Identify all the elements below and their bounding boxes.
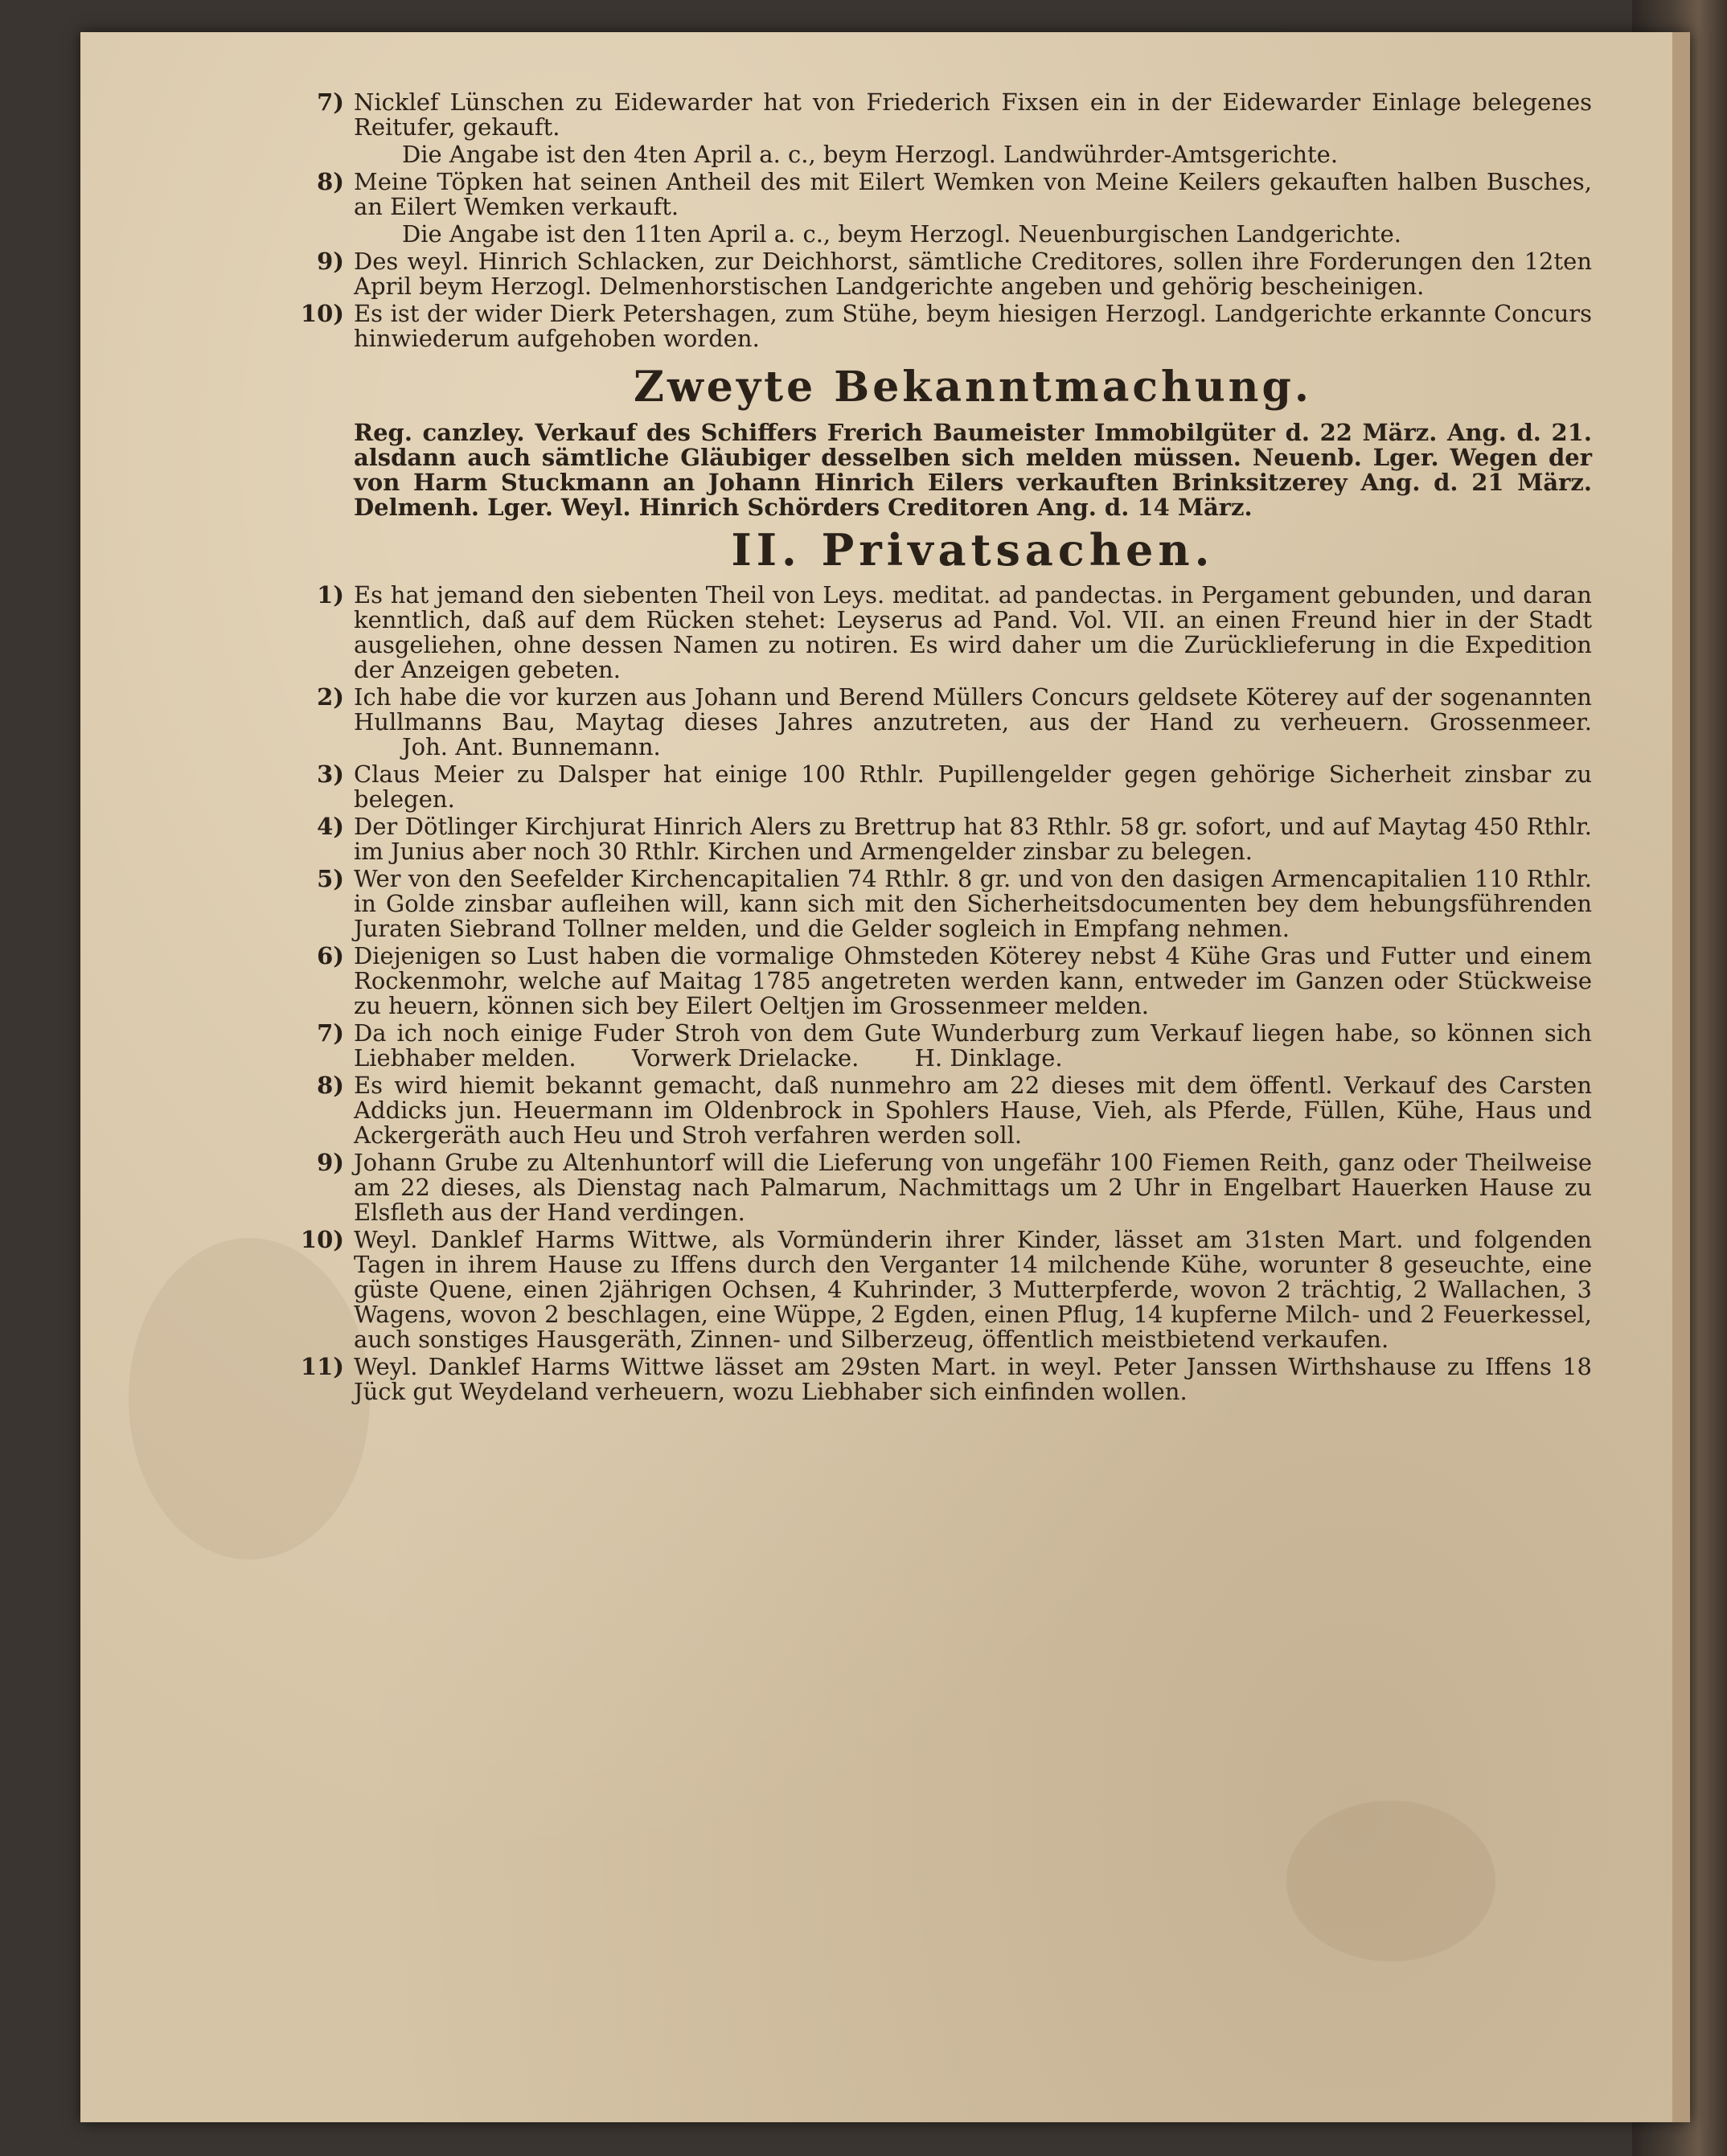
item-text: Claus Meier zu Dalsper hat einige 100 Rthlr. Pupillengelder gegen gehörige Sicherheit zinsbar zu belegen. xyxy=(354,760,1592,813)
item-text: Johann Grube zu Altenhuntorf will die Lieferung von ungefähr 100 Fiemen Reith, ganz oder Theilweise am 22 dieses, als Dienstag nach Palmarum, Nachmittags um 2 Uhr in Engelbart Hauerken Hause zu Elsfleth aus der Hand verdingen. xyxy=(354,1149,1592,1226)
private-item xyxy=(300,1226,1592,1353)
zweyte-bekanntmachung-text: Reg. canzley. Verkauf des Schiffers Frerich Baumeister Immobilgüter d. 22 März. Ang. d. 21. alsdann auch sämtliche Gläubiger desselben sich melden müssen. Neuenb. Lger. Wegen der von Harm Stuckmann an Johann Hinrich Eilers verkauften Brinksitzerey Ang. d. 21 März. Delmenh. Lger. Weyl. Hinrich Schörders Creditoren Ang. d. 14 März. xyxy=(354,419,1592,521)
private-item xyxy=(317,813,1592,865)
item-number: 9) xyxy=(317,248,344,275)
signature: H. Dinklage. xyxy=(914,1044,1063,1072)
item-text: Ich habe die vor kurzen aus Johann und Berend Müllers Concurs geldsete Köterey auf der sogenannten Hullmanns Bau, Maytag dieses Jahres anzutreten, aus der Hand zu verheuern. Grossenmeer. xyxy=(354,683,1592,736)
item-number: 3) xyxy=(317,760,344,788)
notice-note xyxy=(354,142,1592,167)
signature: Joh. Ant. Bunnemann. xyxy=(402,733,661,760)
page-content xyxy=(300,88,1592,1407)
item-text: Da ich noch einige Fuder Stroh von dem Gute Wunderburg zum Verkauf liegen habe, so können sich Liebhaber melden. xyxy=(354,1019,1592,1072)
item-text: Es wird hiemit bekannt gemacht, daß nunmehro am 22 dieses mit dem öffentl. Verkauf des Carsten Addicks jun. Heuermann im Oldenbrock in Spohlers Hause, Vieh, als Pferde, Füllen, Kühe, Haus und Ackergeräth auch Heu und Stroh verfahren werden soll. xyxy=(354,1072,1592,1149)
item-text: Es ist der wider Dierk Petershagen, zum Stühe, beym hiesigen Herzogl. Landgerichte erkannte Concurs hinwiederum aufgehoben worden. xyxy=(354,300,1592,352)
item-number: 11) xyxy=(300,1353,344,1380)
private-item xyxy=(317,1072,1592,1149)
item-text: Die Angabe ist den 4ten April a. c., beym Herzogl. Landwührder-Amtsgerichte. xyxy=(402,141,1339,168)
item-text: Weyl. Danklef Harms Wittwe, als Vormünderin ihrer Kinder, lässet am 31sten Mart. und folgenden Tagen in ihrem Hause zu Iffens durch den Verganter 14 milchende Kühe, worunter 8 geseuchte, eine güste Quene, einen 2jährigen Ochsen, 4 Kuhrinder, 3 Mutterpferde, wovon 2 trächtig, 2 Wallachen, 3 Wagens, wovon 2 beschlagen, eine Wüppe, 2 Egden, einen Pflug, 14 kupferne Milch- und 2 Feuerkessel, auch sonstiges Hausgeräth, Zinnen- und Silberzeug, öffentlich meistbietend verkaufen. xyxy=(354,1226,1592,1353)
item-text: Diejenigen so Lust haben die vormalige Ohmsteden Köterey nebst 4 Kühe Gras und Futter und einem Rockenmohr, welche auf Maitag 1785 angetreten werden kann, entweder im Ganzen oder Stückweise zu heuern, können sich bey Eilert Oeltjen im Grossenmeer melden. xyxy=(354,942,1592,1019)
item-number: 4) xyxy=(317,813,344,840)
document-page xyxy=(80,32,1690,2122)
item-text: Weyl. Danklef Harms Wittwe lässet am 29sten Mart. in weyl. Peter Janssen Wirthshause zu Iffens 18 Jück gut Weydeland verheuern, wozu Liebhaber sich einfinden wollen. xyxy=(354,1353,1592,1405)
item-number: 8) xyxy=(317,168,344,195)
item-number: 10) xyxy=(300,300,344,327)
item-text: Nicklef Lünschen zu Eidewarder hat von Friederich Fixsen ein in der Eidewarder Einlage belegenes Reitufer, gekauft. xyxy=(354,88,1592,141)
item-number: 5) xyxy=(317,865,344,892)
private-item xyxy=(317,1149,1592,1226)
item-number: 2) xyxy=(317,683,344,711)
notice-item xyxy=(317,168,1592,220)
private-item xyxy=(317,581,1592,683)
item-text: Es hat jemand den siebenten Theil von Leys. meditat. ad pandectas. in Pergament gebunden, und daran kenntlich, daß auf dem Rücken stehet: Leyserus ad Pand. Vol. VII. an einen Freund hier in der Stadt ausgeliehen, ohne dessen Namen zu notiren. Es wird daher um die Zurücklieferung in die Expedition der Anzeigen gebeten. xyxy=(354,581,1592,683)
signature-place: Vorwerk Drielacke. xyxy=(631,1044,859,1072)
private-item xyxy=(317,942,1592,1019)
item-text: Die Angabe ist den 11ten April a. c., beym Herzogl. Neuenburgischen Landgerichte. xyxy=(402,220,1401,248)
private-item xyxy=(317,1019,1592,1072)
private-item xyxy=(317,865,1592,942)
item-number: 10) xyxy=(300,1226,344,1253)
item-number: 7) xyxy=(317,1019,344,1047)
item-number: 9) xyxy=(317,1149,344,1176)
notice-item xyxy=(300,300,1592,352)
private-item xyxy=(317,760,1592,813)
notice-item xyxy=(317,88,1592,141)
item-text: Des weyl. Hinrich Schlacken, zur Deichhorst, sämtliche Creditores, sollen ihre Forderungen den 12ten April beym Herzogl. Delmenhorstischen Landgerichte angeben und gehörig bescheinigen. xyxy=(354,248,1592,300)
item-text: Wer von den Seefelder Kirchencapitalien 74 Rthlr. 8 gr. und von den dasigen Armencapitalien 110 Rthlr. in Golde zinsbar aufleihen will, kann sich mit den Sicherheitsdocumenten bey dem hebungsführenden Juraten Siebrand Tollner melden, und die Gelder sogleich in Empfang nehmen. xyxy=(354,865,1592,942)
notice-note xyxy=(354,222,1592,247)
paper-stain xyxy=(129,1238,370,1560)
paper-stain xyxy=(1286,1801,1495,1961)
notice-item xyxy=(317,248,1592,300)
item-text: Der Dötlinger Kirchjurat Hinrich Alers zu Brettrup hat 83 Rthlr. 58 gr. sofort, und auf Maytag 450 Rthlr. im Junius aber noch 30 Rthlr. Kirchen und Armengelder zinsbar zu belegen. xyxy=(354,813,1592,865)
section-heading-zweyte: Zweyte Bekanntmachung. xyxy=(634,363,1312,412)
item-number: 6) xyxy=(317,942,344,969)
item-number: 8) xyxy=(317,1072,344,1099)
private-item xyxy=(317,683,1592,760)
item-text: Meine Töpken hat seinen Antheil des mit Eilert Wemken von Meine Keilers gekauften halben Busches, an Eilert Wemken verkauft. xyxy=(354,168,1592,220)
private-item xyxy=(300,1353,1592,1405)
item-number: 1) xyxy=(317,581,344,609)
item-number: 7) xyxy=(317,88,344,116)
section-heading-privatsachen: II. Privatsachen. xyxy=(731,524,1215,576)
